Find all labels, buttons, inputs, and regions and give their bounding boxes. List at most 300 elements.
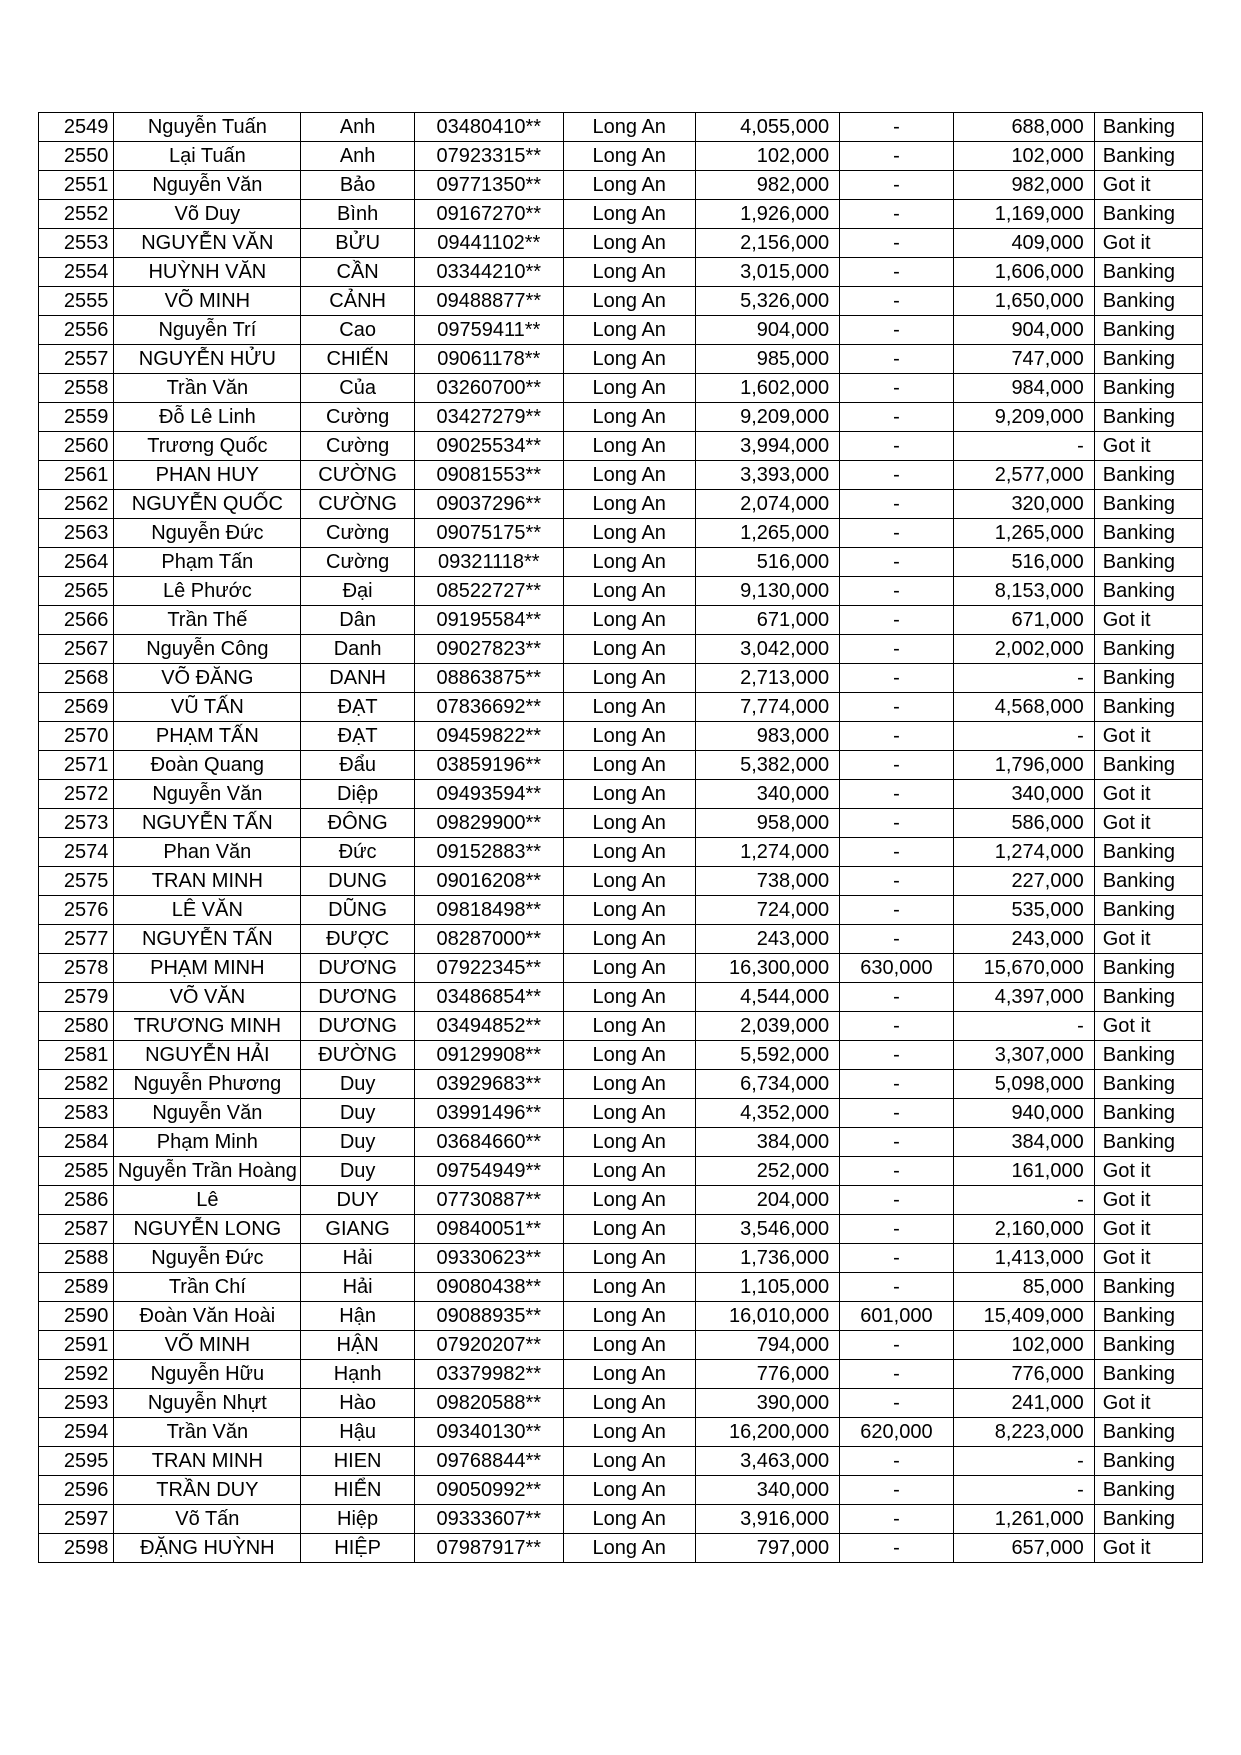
net-amount-cell: -: [953, 722, 1094, 751]
amount-cell: 3,393,000: [695, 461, 839, 490]
given-name-cell: Cường: [301, 519, 415, 548]
amount-cell: 1,602,000: [695, 374, 839, 403]
table-row: [39, 693, 1203, 722]
payment-method-cell: Got it: [1094, 1389, 1202, 1418]
family-name-cell: VÕ MINH: [114, 287, 301, 316]
net-amount-cell: 1,650,000: [953, 287, 1094, 316]
row-number-cell: 2564: [39, 548, 114, 577]
amount-cell: 5,326,000: [695, 287, 839, 316]
amount-cell: 340,000: [695, 780, 839, 809]
given-name-cell: Hải: [301, 1273, 415, 1302]
payment-method-cell: Banking: [1094, 548, 1202, 577]
row-number-cell: 2553: [39, 229, 114, 258]
amount-cell: 1,274,000: [695, 838, 839, 867]
table-row: [39, 229, 1203, 258]
net-amount-cell: 243,000: [953, 925, 1094, 954]
row-number-cell: 2595: [39, 1447, 114, 1476]
given-name-cell: CHIẾN: [301, 345, 415, 374]
table-row: [39, 1389, 1203, 1418]
net-amount-cell: 982,000: [953, 171, 1094, 200]
family-name-cell: Nguyễn Nhựt: [114, 1389, 301, 1418]
family-name-cell: HUỲNH VĂN: [114, 258, 301, 287]
payment-method-cell: Got it: [1094, 1215, 1202, 1244]
amount-cell: 16,010,000: [695, 1302, 839, 1331]
family-name-cell: NGUYỄN HẢI: [114, 1041, 301, 1070]
deduction-cell: -: [840, 374, 954, 403]
given-name-cell: DƯƠNG: [301, 983, 415, 1012]
payment-method-cell: Banking: [1094, 1099, 1202, 1128]
phone-number-cell: 07836692**: [414, 693, 563, 722]
deduction-cell: -: [840, 1244, 954, 1273]
amount-cell: 384,000: [695, 1128, 839, 1157]
province-cell: Long An: [563, 403, 695, 432]
family-name-cell: Lại Tuấn: [114, 142, 301, 171]
given-name-cell: GIANG: [301, 1215, 415, 1244]
table-row: [39, 577, 1203, 606]
family-name-cell: Lê Phước: [114, 577, 301, 606]
net-amount-cell: 4,568,000: [953, 693, 1094, 722]
family-name-cell: Nguyễn Văn: [114, 780, 301, 809]
amount-cell: 3,015,000: [695, 258, 839, 287]
row-number-cell: 2561: [39, 461, 114, 490]
province-cell: Long An: [563, 142, 695, 171]
given-name-cell: ĐẠT: [301, 722, 415, 751]
payment-method-cell: Banking: [1094, 1128, 1202, 1157]
deduction-cell: -: [840, 809, 954, 838]
net-amount-cell: 4,397,000: [953, 983, 1094, 1012]
province-cell: Long An: [563, 1447, 695, 1476]
deduction-cell: -: [840, 1447, 954, 1476]
phone-number-cell: 03379982**: [414, 1360, 563, 1389]
net-amount-cell: 340,000: [953, 780, 1094, 809]
family-name-cell: Phạm Tấn: [114, 548, 301, 577]
family-name-cell: Nguyễn Trí: [114, 316, 301, 345]
net-amount-cell: 904,000: [953, 316, 1094, 345]
amount-cell: 797,000: [695, 1534, 839, 1563]
family-name-cell: Nguyễn Công: [114, 635, 301, 664]
table-row: [39, 403, 1203, 432]
given-name-cell: Hậu: [301, 1418, 415, 1447]
amount-cell: 1,265,000: [695, 519, 839, 548]
given-name-cell: Đẩu: [301, 751, 415, 780]
phone-number-cell: 03260700**: [414, 374, 563, 403]
phone-number-cell: 09759411**: [414, 316, 563, 345]
table-row: [39, 519, 1203, 548]
given-name-cell: ĐÔNG: [301, 809, 415, 838]
deduction-cell: -: [840, 519, 954, 548]
table-row: [39, 664, 1203, 693]
payment-method-cell: Banking: [1094, 374, 1202, 403]
row-number-cell: 2598: [39, 1534, 114, 1563]
given-name-cell: Duy: [301, 1070, 415, 1099]
family-name-cell: Nguyễn Phương: [114, 1070, 301, 1099]
amount-cell: 3,546,000: [695, 1215, 839, 1244]
row-number-cell: 2590: [39, 1302, 114, 1331]
given-name-cell: Cao: [301, 316, 415, 345]
province-cell: Long An: [563, 1070, 695, 1099]
row-number-cell: 2589: [39, 1273, 114, 1302]
table-row: [39, 867, 1203, 896]
table-row: [39, 635, 1203, 664]
given-name-cell: Bảo: [301, 171, 415, 200]
family-name-cell: Lê: [114, 1186, 301, 1215]
amount-cell: 958,000: [695, 809, 839, 838]
deduction-cell: 620,000: [840, 1418, 954, 1447]
deduction-cell: 630,000: [840, 954, 954, 983]
amount-cell: 982,000: [695, 171, 839, 200]
deduction-cell: -: [840, 722, 954, 751]
payment-method-cell: Banking: [1094, 664, 1202, 693]
family-name-cell: Đỗ Lê Linh: [114, 403, 301, 432]
net-amount-cell: 161,000: [953, 1157, 1094, 1186]
phone-number-cell: 09768844**: [414, 1447, 563, 1476]
province-cell: Long An: [563, 1360, 695, 1389]
deduction-cell: -: [840, 200, 954, 229]
amount-cell: 4,544,000: [695, 983, 839, 1012]
phone-number-cell: 09081553**: [414, 461, 563, 490]
phone-number-cell: 03427279**: [414, 403, 563, 432]
table-row: [39, 1476, 1203, 1505]
deduction-cell: -: [840, 1128, 954, 1157]
amount-cell: 16,300,000: [695, 954, 839, 983]
province-cell: Long An: [563, 1534, 695, 1563]
phone-number-cell: 09459822**: [414, 722, 563, 751]
net-amount-cell: 586,000: [953, 809, 1094, 838]
deduction-cell: -: [840, 867, 954, 896]
phone-number-cell: 09061178**: [414, 345, 563, 374]
province-cell: Long An: [563, 838, 695, 867]
net-amount-cell: 102,000: [953, 1331, 1094, 1360]
province-cell: Long An: [563, 1418, 695, 1447]
deduction-cell: -: [840, 113, 954, 142]
deduction-cell: -: [840, 345, 954, 374]
table-row: [39, 1186, 1203, 1215]
family-name-cell: Nguyễn Văn: [114, 1099, 301, 1128]
phone-number-cell: 09818498**: [414, 896, 563, 925]
phone-number-cell: 09829900**: [414, 809, 563, 838]
phone-number-cell: 09441102**: [414, 229, 563, 258]
family-name-cell: PHẠM MINH: [114, 954, 301, 983]
table-row: [39, 809, 1203, 838]
family-name-cell: VÕ MINH: [114, 1331, 301, 1360]
table-row: [39, 171, 1203, 200]
row-number-cell: 2582: [39, 1070, 114, 1099]
phone-number-cell: 09075175**: [414, 519, 563, 548]
row-number-cell: 2562: [39, 490, 114, 519]
deduction-cell: -: [840, 1505, 954, 1534]
province-cell: Long An: [563, 316, 695, 345]
province-cell: Long An: [563, 1331, 695, 1360]
deduction-cell: -: [840, 258, 954, 287]
province-cell: Long An: [563, 432, 695, 461]
payment-method-cell: Got it: [1094, 1534, 1202, 1563]
row-number-cell: 2570: [39, 722, 114, 751]
deduction-cell: -: [840, 1157, 954, 1186]
deduction-cell: -: [840, 838, 954, 867]
province-cell: Long An: [563, 345, 695, 374]
table-row: [39, 461, 1203, 490]
table-row: [39, 751, 1203, 780]
family-name-cell: Võ Tấn: [114, 1505, 301, 1534]
net-amount-cell: 2,160,000: [953, 1215, 1094, 1244]
province-cell: Long An: [563, 1389, 695, 1418]
phone-number-cell: 07730887**: [414, 1186, 563, 1215]
given-name-cell: Đức: [301, 838, 415, 867]
amount-cell: 7,774,000: [695, 693, 839, 722]
family-name-cell: Trần Chí: [114, 1273, 301, 1302]
amount-cell: 2,074,000: [695, 490, 839, 519]
phone-number-cell: 09016208**: [414, 867, 563, 896]
given-name-cell: ĐƯỜNG: [301, 1041, 415, 1070]
family-name-cell: Đoàn Quang: [114, 751, 301, 780]
given-name-cell: DUNG: [301, 867, 415, 896]
net-amount-cell: 535,000: [953, 896, 1094, 925]
phone-number-cell: 09840051**: [414, 1215, 563, 1244]
given-name-cell: Hải: [301, 1244, 415, 1273]
deduction-cell: -: [840, 1360, 954, 1389]
payment-method-cell: Banking: [1094, 519, 1202, 548]
given-name-cell: Cường: [301, 403, 415, 432]
given-name-cell: Anh: [301, 113, 415, 142]
province-cell: Long An: [563, 1476, 695, 1505]
deduction-cell: 601,000: [840, 1302, 954, 1331]
given-name-cell: HIEN: [301, 1447, 415, 1476]
phone-number-cell: 09321118**: [414, 548, 563, 577]
row-number-cell: 2568: [39, 664, 114, 693]
amount-cell: 985,000: [695, 345, 839, 374]
family-name-cell: TRẦN DUY: [114, 1476, 301, 1505]
amount-cell: 1,926,000: [695, 200, 839, 229]
amount-cell: 3,463,000: [695, 1447, 839, 1476]
phone-number-cell: 03344210**: [414, 258, 563, 287]
payment-method-cell: Banking: [1094, 461, 1202, 490]
payment-method-cell: Banking: [1094, 838, 1202, 867]
net-amount-cell: 1,169,000: [953, 200, 1094, 229]
province-cell: Long An: [563, 780, 695, 809]
family-name-cell: LÊ VĂN: [114, 896, 301, 925]
amount-cell: 4,055,000: [695, 113, 839, 142]
phone-number-cell: 07922345**: [414, 954, 563, 983]
family-name-cell: NGUYỄN HỬU: [114, 345, 301, 374]
amount-cell: 776,000: [695, 1360, 839, 1389]
given-name-cell: CƯỜNG: [301, 490, 415, 519]
payment-method-cell: Got it: [1094, 1186, 1202, 1215]
row-number-cell: 2555: [39, 287, 114, 316]
deduction-cell: -: [840, 1331, 954, 1360]
given-name-cell: DUY: [301, 1186, 415, 1215]
row-number-cell: 2565: [39, 577, 114, 606]
row-number-cell: 2571: [39, 751, 114, 780]
amount-cell: 1,105,000: [695, 1273, 839, 1302]
amount-cell: 4,352,000: [695, 1099, 839, 1128]
given-name-cell: Cường: [301, 432, 415, 461]
net-amount-cell: 671,000: [953, 606, 1094, 635]
table-row: [39, 200, 1203, 229]
amount-cell: 5,382,000: [695, 751, 839, 780]
row-number-cell: 2574: [39, 838, 114, 867]
family-name-cell: Nguyễn Hữu: [114, 1360, 301, 1389]
given-name-cell: Duy: [301, 1128, 415, 1157]
payment-method-cell: Banking: [1094, 577, 1202, 606]
payment-method-cell: Banking: [1094, 316, 1202, 345]
family-name-cell: NGUYỄN VĂN: [114, 229, 301, 258]
family-name-cell: Nguyễn Đức: [114, 519, 301, 548]
family-name-cell: PHẠM TẤN: [114, 722, 301, 751]
deduction-cell: -: [840, 664, 954, 693]
table-row: [39, 142, 1203, 171]
phone-number-cell: 08522727**: [414, 577, 563, 606]
payment-method-cell: Banking: [1094, 490, 1202, 519]
amount-cell: 9,209,000: [695, 403, 839, 432]
table-row: [39, 1331, 1203, 1360]
net-amount-cell: 409,000: [953, 229, 1094, 258]
amount-cell: 102,000: [695, 142, 839, 171]
given-name-cell: Cường: [301, 548, 415, 577]
payment-method-cell: Banking: [1094, 287, 1202, 316]
amount-cell: 724,000: [695, 896, 839, 925]
family-name-cell: Đoàn Văn Hoài: [114, 1302, 301, 1331]
province-cell: Long An: [563, 519, 695, 548]
payment-method-cell: Banking: [1094, 345, 1202, 374]
table-row: [39, 606, 1203, 635]
given-name-cell: Diệp: [301, 780, 415, 809]
family-name-cell: Trần Văn: [114, 1418, 301, 1447]
row-number-cell: 2580: [39, 1012, 114, 1041]
row-number-cell: 2556: [39, 316, 114, 345]
province-cell: Long An: [563, 1505, 695, 1534]
table-row: [39, 1273, 1203, 1302]
deduction-cell: -: [840, 142, 954, 171]
table-row: [39, 1505, 1203, 1534]
deduction-cell: -: [840, 461, 954, 490]
phone-number-cell: 03480410**: [414, 113, 563, 142]
phone-number-cell: 09820588**: [414, 1389, 563, 1418]
family-name-cell: Trần Văn: [114, 374, 301, 403]
payment-method-cell: Banking: [1094, 1070, 1202, 1099]
province-cell: Long An: [563, 1041, 695, 1070]
row-number-cell: 2588: [39, 1244, 114, 1273]
row-number-cell: 2572: [39, 780, 114, 809]
phone-number-cell: 08863875**: [414, 664, 563, 693]
province-cell: Long An: [563, 171, 695, 200]
province-cell: Long An: [563, 229, 695, 258]
deduction-cell: -: [840, 606, 954, 635]
province-cell: Long An: [563, 374, 695, 403]
payment-method-cell: Got it: [1094, 606, 1202, 635]
family-name-cell: Phan Văn: [114, 838, 301, 867]
phone-number-cell: 03859196**: [414, 751, 563, 780]
province-cell: Long An: [563, 809, 695, 838]
row-number-cell: 2566: [39, 606, 114, 635]
net-amount-cell: 227,000: [953, 867, 1094, 896]
row-number-cell: 2560: [39, 432, 114, 461]
family-name-cell: TRAN MINH: [114, 1447, 301, 1476]
given-name-cell: DƯƠNG: [301, 954, 415, 983]
payment-method-cell: Banking: [1094, 983, 1202, 1012]
table-row: [39, 1534, 1203, 1563]
table-row: [39, 838, 1203, 867]
net-amount-cell: 15,409,000: [953, 1302, 1094, 1331]
deduction-cell: -: [840, 1476, 954, 1505]
net-amount-cell: -: [953, 432, 1094, 461]
net-amount-cell: 1,606,000: [953, 258, 1094, 287]
deduction-cell: -: [840, 751, 954, 780]
family-name-cell: Nguyễn Tuấn: [114, 113, 301, 142]
net-amount-cell: 1,413,000: [953, 1244, 1094, 1273]
phone-number-cell: 09050992**: [414, 1476, 563, 1505]
deduction-cell: -: [840, 1389, 954, 1418]
amount-cell: 2,156,000: [695, 229, 839, 258]
phone-number-cell: 03486854**: [414, 983, 563, 1012]
payment-method-cell: Banking: [1094, 113, 1202, 142]
row-number-cell: 2558: [39, 374, 114, 403]
province-cell: Long An: [563, 983, 695, 1012]
given-name-cell: CẢNH: [301, 287, 415, 316]
table-row: [39, 1128, 1203, 1157]
net-amount-cell: 1,796,000: [953, 751, 1094, 780]
given-name-cell: HẬN: [301, 1331, 415, 1360]
row-number-cell: 2586: [39, 1186, 114, 1215]
row-number-cell: 2578: [39, 954, 114, 983]
amount-cell: 983,000: [695, 722, 839, 751]
deduction-cell: -: [840, 316, 954, 345]
deduction-cell: -: [840, 1012, 954, 1041]
province-cell: Long An: [563, 461, 695, 490]
row-number-cell: 2585: [39, 1157, 114, 1186]
payment-method-cell: Banking: [1094, 258, 1202, 287]
payment-method-cell: Banking: [1094, 751, 1202, 780]
table-row: [39, 113, 1203, 142]
amount-cell: 5,592,000: [695, 1041, 839, 1070]
table-row: [39, 1418, 1203, 1447]
family-name-cell: Võ Duy: [114, 200, 301, 229]
family-name-cell: NGUYỄN LONG: [114, 1215, 301, 1244]
family-name-cell: VŨ TẤN: [114, 693, 301, 722]
given-name-cell: Hận: [301, 1302, 415, 1331]
payment-method-cell: Banking: [1094, 1041, 1202, 1070]
amount-cell: 2,713,000: [695, 664, 839, 693]
payment-method-cell: Got it: [1094, 229, 1202, 258]
row-number-cell: 2583: [39, 1099, 114, 1128]
net-amount-cell: 776,000: [953, 1360, 1094, 1389]
province-cell: Long An: [563, 606, 695, 635]
table-row: [39, 1041, 1203, 1070]
given-name-cell: Đại: [301, 577, 415, 606]
net-amount-cell: 516,000: [953, 548, 1094, 577]
net-amount-cell: -: [953, 1012, 1094, 1041]
payment-method-cell: Banking: [1094, 867, 1202, 896]
amount-cell: 252,000: [695, 1157, 839, 1186]
phone-number-cell: 09330623**: [414, 1244, 563, 1273]
net-amount-cell: 15,670,000: [953, 954, 1094, 983]
row-number-cell: 2569: [39, 693, 114, 722]
payment-method-cell: Banking: [1094, 954, 1202, 983]
phone-number-cell: 09771350**: [414, 171, 563, 200]
table-row: [39, 983, 1203, 1012]
deduction-cell: -: [840, 548, 954, 577]
row-number-cell: 2551: [39, 171, 114, 200]
phone-number-cell: 09340130**: [414, 1418, 563, 1447]
given-name-cell: BỬU: [301, 229, 415, 258]
given-name-cell: Hiệp: [301, 1505, 415, 1534]
deduction-cell: -: [840, 229, 954, 258]
payment-method-cell: Banking: [1094, 693, 1202, 722]
province-cell: Long An: [563, 1099, 695, 1128]
payment-method-cell: Got it: [1094, 432, 1202, 461]
phone-number-cell: 03684660**: [414, 1128, 563, 1157]
amount-cell: 671,000: [695, 606, 839, 635]
table-row: [39, 548, 1203, 577]
